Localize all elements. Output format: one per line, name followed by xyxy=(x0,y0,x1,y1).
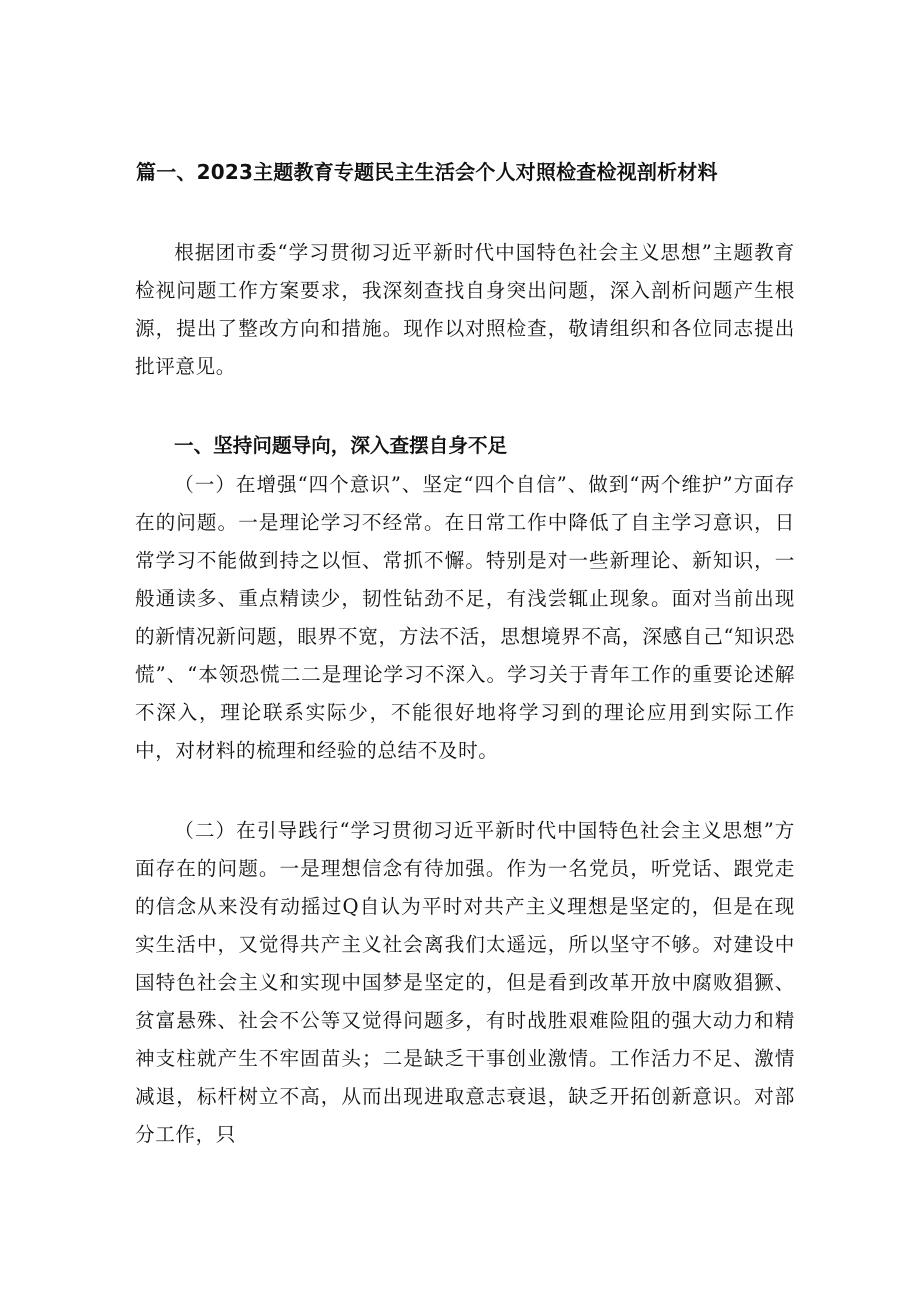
section-heading: 一、坚持问题导向，深入查摆自身不足 xyxy=(174,434,508,457)
document-title: 篇一、2023主题教育专题民主生活会个人对照检查检视剖析材料 xyxy=(136,160,718,184)
paragraph-practice-issues: （二）在引导践行“学习贯彻习近平新时代中国特色社会主义思想”方面存在的问题。一是理想信念有待加强。作为一名党员，听党话、跟党走的信念从来没有动摇过Q自认为平时对共产主义理想是坚定的，但是在现实生活中，又觉得共产主义社会离我们太遥远，所以坚守不够。对建设中国特色社会主义和实现中国梦是坚定的，但是看到改革开放中腐败猖獗、贫富悬殊、社会不公等又觉得问题多，有时战胜艰难险阻的强大动力和精神支柱就产生不牢固苗头；二是缺乏干事创业激情。工作活力不足、激情减退，标杆树立不高，从而出现进取意志衰退，缺乏开拓创新意识。对部分工作，只 xyxy=(135,819,795,1146)
paragraph-awareness-issues: （一）在增强“四个意识”、坚定“四个自信”、做到“两个维护”方面存在的问题。一是理论学习不经常。在日常工作中降低了自主学习意识，日常学习不能做到持之以恒、常抓不懈。特别是对一些新理论、新知识，一般通读多、重点精读少，韧性钻劲不足，有浅尝辄止现象。面对当前出现的新情况新问题，眼界不宽，方法不活，思想境界不高，深感自己“知识恐慌”、“本领恐慌二二是理论学习不深入。学习关于青年工作的重要论述解不深入，理论联系实际少，不能很好地将学习到的理论应用到实际工作中，对材料的梳理和经验的总结不及时。 xyxy=(135,473,795,762)
intro-paragraph: 根据团市委“学习贯彻习近平新时代中国特色社会主义思想”主题教育检视问题工作方案要求，我深刻查找自身突出问题，深入剖析问题产生根源，提出了整改方向和措施。现作以对照检查，敬请组织和各位同志提出批评意见。 xyxy=(135,241,795,378)
